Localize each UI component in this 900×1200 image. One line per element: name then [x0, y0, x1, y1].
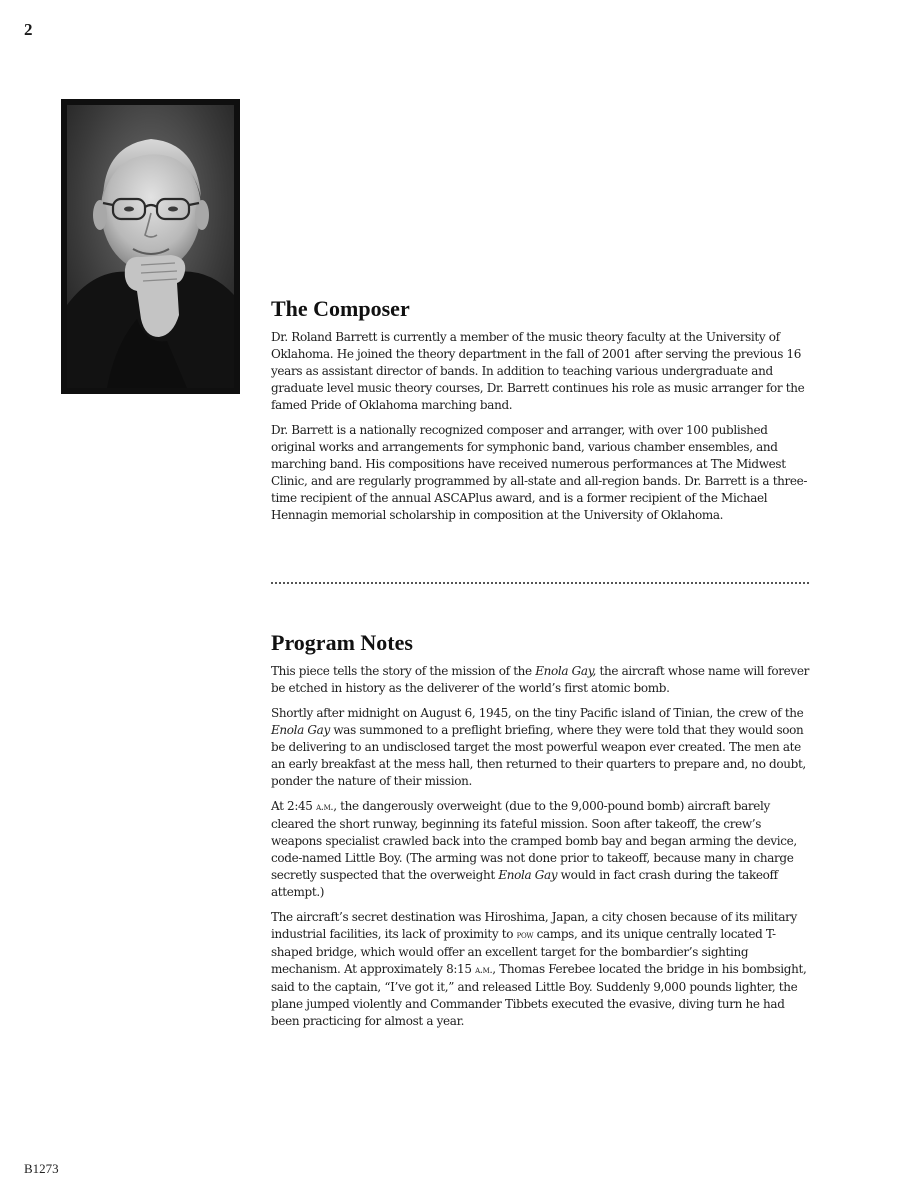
- composer-heading: The Composer: [271, 296, 410, 321]
- composer-paragraph-1: Dr. Roland Barrett is currently a member of the music theory faculty at the University of Oklahoma. He joined the theory department in the fall of 2001 after serving the previous 16 years as assistant director of bands. In addition to teaching various undergraduate and graduate level music theory courses, Dr. Barrett continues his role as music arranger for the famed Pride of Oklahoma marching band.: [271, 330, 805, 412]
- composer-portrait: [61, 99, 240, 394]
- program-notes-heading: Program Notes: [271, 630, 413, 655]
- program-notes-paragraph-2: Shortly after midnight on August 6, 1945, on the tiny Pacific island of Tinian, the crew of the Enola Gay was summoned to a preflight briefing, where they were told that they would soon be delivering to an undisclosed target the most powerful weapon ever created. The men ate an early breakfast at the mess hall, then returned to their quarters to prepare and, no doubt, ponder the nature of their mission.: [271, 706, 806, 788]
- catalog-code: B1273: [24, 1161, 59, 1176]
- composer-paragraph-2: Dr. Barrett is a nationally recognized composer and arranger, with over 100 published original works and arrangements for symphonic band, various chamber ensembles, and marching band. His compositions have received numerous performances at The Midwest Clinic, and are regularly programmed by all-state and all-region bands. Dr. Barrett is a three-time recipient of the annual ASCAPlus award, and is a former recipient of the Michael Hennagin memorial scholarship in composition at the University of Oklahoma.: [271, 423, 808, 522]
- program-notes-paragraph-4: The aircraft’s secret destination was Hiroshima, Japan, a city chosen because of its military industrial facilities, its lack of proximity to pow camps, and its unique centrally located T-shaped bridge, which would offer an excellent target for the bombardier’s sighting mechanism. At approximately 8:15 a.m., Thomas Ferebee located the bridge in his bombsight, said to the captain, “I’ve got it,” and released Little Boy. Suddenly 9,000 pounds lighter, the plane jumped violently and Commander Tibbets executed the evasive, diving turn he had been practicing for almost a year.: [271, 910, 807, 1028]
- program-notes-paragraph-3: At 2:45 a.m., the dangerously overweight (due to the 9,000-pound bomb) aircraft barely cleared the short runway, beginning its fateful mission. Soon after takeoff, the crew’s weapons specialist crawled back into the cramped bomb bay and began arming the device, code-named Little Boy. (The arming was not done prior to takeoff, because many in charge secretly suspected that the overweight Enola Gay would in fact crash during the takeoff attempt.): [271, 799, 797, 899]
- page-number: 2: [24, 20, 33, 39]
- composer-section: [271, 296, 809, 532]
- composer-portrait-photo: [67, 105, 234, 388]
- program-notes-section: [271, 630, 809, 1038]
- program-notes-paragraph-1: This piece tells the story of the mission of the Enola Gay, the aircraft whose name will forever be etched in history as the deliverer of the world’s first atomic bomb.: [271, 664, 809, 695]
- section-divider: [271, 582, 809, 584]
